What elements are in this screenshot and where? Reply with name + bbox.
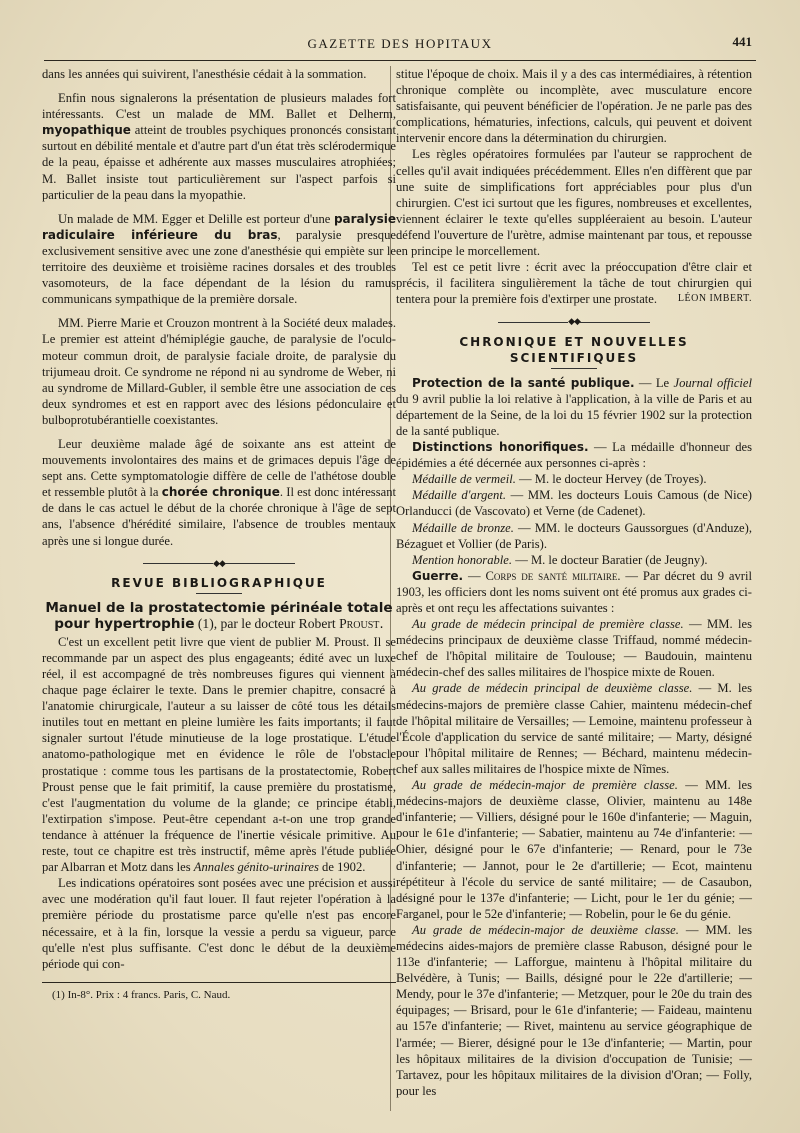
- journal-ref: Annales génito-urinaires: [193, 860, 319, 875]
- item-label: Médaille de bronze.: [412, 520, 514, 535]
- item-label: Au grade de médecin principal de première classe.: [412, 617, 684, 632]
- item-label: Au grade de médecin-major de deuxième classe.: [412, 922, 679, 937]
- text-run: (1), par le docteur Robert: [194, 615, 340, 631]
- text-run: — M. les médecins-majors de première classe Cahier, maintenu médecin-chef de l'hôpital militaire de Versailles; — Lemoine, maintenu professeur à l'École d'application du service de santé militaire; — Marty, désigné pour l'hôpital militaire de Rennes; — Béchard, maintenu médecin-chef aux salles militaires de l'hospice mixte de Nîmes.: [396, 681, 752, 776]
- news-item: [396, 487, 752, 519]
- ornament-divider: ◆◆: [396, 313, 752, 329]
- news-item: [396, 520, 752, 552]
- text-run: — M. le docteur Hervey (de Troyes).: [515, 472, 707, 487]
- item-heading: Protection de la santé publique.: [412, 375, 635, 390]
- bold-term: chorée chronique: [161, 485, 280, 500]
- paragraph: [42, 436, 396, 549]
- news-item: [396, 439, 752, 471]
- text-run: , paralysie presque exclusivement sensitive avec une zone d'anesthésie qui empiète sur le territoire des deuxième et troisième racines dorsales et des troubles vasomoteurs, de la face dépendant de la lésion du ramus communicans sympathique de la première dorsale.: [42, 227, 396, 307]
- ornament-divider: ◆◆: [42, 555, 396, 571]
- article-title: Manuel de la prostatectomie périnéale totale pour hypertrophie (1), par le docteur Robert Proust.: [45, 599, 393, 632]
- text-run: — MM. les docteurs Louis Camous (de Nice) Orlanducci (de Vascovato) et Verne (de Cadenet).: [396, 488, 752, 519]
- text-run: de 1902.: [318, 860, 366, 875]
- section-heading: REVUE BIBLIOGRAPHIQUE: [111, 575, 327, 590]
- text-run: — Le: [634, 375, 674, 390]
- section-heading: CHRONIQUE ET NOUVELLES SCIENTIFIQUES: [459, 334, 689, 365]
- text-run: . Il est donc intéressant de dans le cas actuel le début de la chorée chronique à l'âge de sept ans, l'absence d'hérédité similaire, l'absence de troubles mentaux après une si longue durée.: [42, 485, 396, 548]
- paragraph: [396, 259, 752, 307]
- text-run: du 9 avril publie la loi relative à l'application, à la ville de Paris et au département de la Seine, de la loi du 15 février 1902 sur la protection de la santé publique.: [396, 391, 752, 438]
- text-run: Enfin nous signalerons la présentation de plusieurs malades fort intéressants. C'est un malade de MM. Ballet et Delherm,: [42, 91, 396, 122]
- text-run: Manuel de la prostatectomie périnéale totale pour hypertrophie: [45, 599, 393, 632]
- item-heading: Guerre.: [412, 568, 464, 583]
- text-run: — MM. les médecins principaux de deuxième classe Triffaud, nommé médecin-chef de l'hôpital militaire de Toulouse; — Baudouin, maintenu médecin-chef des salles militaires de l'hospice mixte de Rouen.: [396, 617, 752, 680]
- paragraph: stitue l'époque de choix. Mais il y a des cas intermédiaires, à rétention chronique complète ou incomplète, avec musculature encore satisfaisante, qui peuvent bénéficier de l'opération. Je ne parle pas des complications, hématuries, infections, calculs, qui peuvent et doivent intervenir encore dans la détermination du chirurgien.: [396, 67, 752, 146]
- journal-title: GAZETTE DES HOPITAUX: [307, 36, 493, 51]
- item-label: Médaille d'argent.: [412, 488, 506, 503]
- text-run: Leur deuxième malade âgé de soixante ans est atteint de mouvements involontaires des mains et de grimaces depuis l'âge de sept ans. Cette symptomatologie diffère de celle de l'athétose double et ressemble plutôt à la: [42, 436, 396, 500]
- item-heading: Distinctions honorifiques.: [412, 440, 589, 455]
- text-run: — MM. le docteurs Gaussorgues (d'Anduze), Bézaguet et Vollier (de Paris).: [396, 520, 752, 551]
- paragraph: [42, 90, 396, 203]
- text-run: — MM. les médecins-majors de deuxième classe, Olivier, maintenu au 148e d'infanterie; — Villiers, désigné pour le 160e d'infanterie; — Maguin, pour le 61e d'infanterie; — Sabatier, maintenu au 74e d'infanterie: — Ohier, désigné pour le 67e d'infanterie; — Renard, pour le 73e d'infanterie; — Jannot, pour le 2e d'artillerie; — Ecot, maintenu répétiteur à l'école du service de santé militaire; — de Casaubon, désigné pour le 137e d'infanterie; — Licht, pour le 1er du génie; — Farganel, pour le 52e d'infanterie; — Robelin, pour le 6e du génie.: [396, 778, 752, 921]
- item-label: Au grade de médecin-major de première classe.: [412, 778, 678, 793]
- paragraph: Les indications opératoires sont posées avec une précision et aussi avec une modération qu'il faut louer. Il faut rejeter l'opération à la première période du prostatisme parce qu'elle n'est pas encore nécessaire, et à la fin, lorsque la vessie a perdu sa vigueur, parce qu'elle n'est plus suffisante. C'est donc le début de la deuxième période qui con-: [42, 876, 396, 971]
- header-rule: [44, 60, 756, 61]
- news-item: [396, 777, 752, 922]
- news-item: [396, 375, 752, 439]
- text-run: — MM. les médecins aides-majors de première classe Rabuson, désigné pour le 113e d'infanterie; — Lafforgue, maintenu à l'hôpital militaire du Belvédère, à Tunis; — Baills, désigné pour le 22e d'artillerie; — Mendy, pour le 37e d'infanterie; — Metzquer, pour le 20e du train des équipages; — Brisard, pour le 61e d'infanterie; — Faideau, maintenu au 157e d'infanterie; — Rivet, maintenu au service géographique de l'armée; — Bierer, désigné pour le 13e d'infanterie; — Martin, pour les hôpitaux militaires de la division d'occupation de Tunisie; — Tartavez, pour les hôpitaux militaires de la division d'Oran; — Folly, pour les: [396, 922, 753, 1098]
- text-run: atteint de troubles psychiques prononcés consistant surtout en débilité mentale et d'autre part d'un état très sclérodermique de la peau, épaisse et adhérente aux masses musculaires atrophiées; M. Ballet insiste tout particulièrement sur l'aspect parfois si particulier de la peau dans la myopathie.: [42, 123, 396, 202]
- text-run: C'est un excellent petit livre que vient de publier M. Proust. Il se recommande par un aspect des plus engageants; édité avec un luxe réel, il est accompagné de très nombreuses figures qui viennent à chaque page éclairer le texte. Dans le premier chapitre, consacré à l'anatomie chirurgicale, l'auteur a su laisser de côté tous les détails inutiles tout en mettant en pleine lumière les faits importants; il faut signaler surtout l'étude minutieuse de la loge prostatique. L'étude anatomo-pathologique met en évidence le rôle de l'obstacle prostatique : comme tous les partisans de la prostatectomie, Robert Proust pense que le fait primitif, la cause première du prostatisme, c'est l'augmentation du volume de la glande; ce principe établi, l'extirpation s'impose. Peut-être cependant a-t-on une trop grande tendance à atténuer la fréquence de l'inertie vésicale primitive. Au reste, tout ce chapitre est très instructif, même après l'étude publiée par Albarran et Motz dans les: [42, 634, 396, 875]
- news-item: [396, 552, 752, 568]
- news-item: [396, 471, 752, 487]
- text-run: Un malade de MM. Egger et Delille est porteur d'une: [58, 211, 334, 226]
- left-column: [42, 66, 396, 1003]
- paragraph: [42, 634, 396, 875]
- paragraph: Les règles opératoires formulées par l'auteur se rapprochent de celles qu'il avait indiquées précédemment. Elles n'en diffèrent que par une suite de simplifications fort appréciables pour plus d'un chirurgien. C'est ici surtout que les figures, nombreuses et excellentes, viennent éclairer le texte qu'elles suppléeraient au besoin. L'auteur défend l'ouverture de l'urètre, admise maintenant par tous, et repousse en principe le morcellement.: [396, 147, 752, 259]
- right-column: [396, 66, 752, 1099]
- section-rule: [196, 593, 242, 594]
- news-item: Guerre. — Corps de santé militaire. — Par décret du 9 avril 1903, les officiers dont les noms suivent ont été promus aux grades ci-après et ont reçu les affectations suivantes :: [396, 568, 752, 615]
- author-signature: LÉON IMBERT.: [677, 293, 752, 305]
- page-number: 441: [732, 34, 752, 49]
- paragraph: dans les années qui suivirent, l'anesthésie cédait à la sommation.: [42, 67, 367, 81]
- paragraph: MM. Pierre Marie et Crouzon montrent à la Société deux malades. Le premier est atteint d'hémiplégie gauche, de paralysie de l'oculo-moteur commun droit, de paralysie faciale droite, de paralysie du trijumeau droit. Ce syndrome ne répond ni au syndrome de Weber, ni au syndrome de Millard-Gubler, il semble être une association de ces deux syndromes et est en rapport avec des lésions pédonculaire et bulboprotubérantielle coexistantes.: [42, 316, 396, 427]
- item-label: Au grade de médecin principal de deuxième classe.: [412, 681, 693, 696]
- section-rule: [551, 368, 597, 369]
- paragraph: [42, 211, 396, 308]
- footnote-rule: [42, 982, 396, 983]
- text-run: — Par décret du 9 avril 1903, les officiers dont les noms suivent ont été promus aux grades ci-après et ont reçu les affectations suivantes :: [396, 568, 752, 615]
- item-label: Médaille de vermeil.: [412, 472, 516, 487]
- author-name: Proust: [339, 615, 380, 631]
- item-subheading: Corps de santé militaire.: [485, 568, 621, 583]
- journal-ref: Journal officiel: [673, 375, 753, 390]
- footnote: (1) In-8°. Prix : 4 francs. Paris, C. Naud.: [52, 988, 231, 1001]
- news-item: [396, 680, 752, 777]
- text-run: — M. le docteur Baratier (de Jeugny).: [512, 552, 708, 567]
- news-item: [396, 616, 752, 680]
- running-head: [40, 36, 760, 54]
- item-label: Mention honorable.: [412, 552, 513, 567]
- news-item: [396, 922, 752, 1099]
- bold-term: paralysie radiculaire inférieure du bras: [42, 211, 396, 242]
- text-run: Tel est ce petit livre : écrit avec la préoccupation d'être clair et précis, il facilitera singulièrement la tâche de tout chirurgien qui tentera pour la première fois d'extirper une prostate.: [396, 260, 752, 307]
- text-run: — La médaille d'honneur des épidémies a été décernée aux personnes ci-après :: [396, 440, 752, 471]
- bold-term: myopathique: [42, 123, 131, 138]
